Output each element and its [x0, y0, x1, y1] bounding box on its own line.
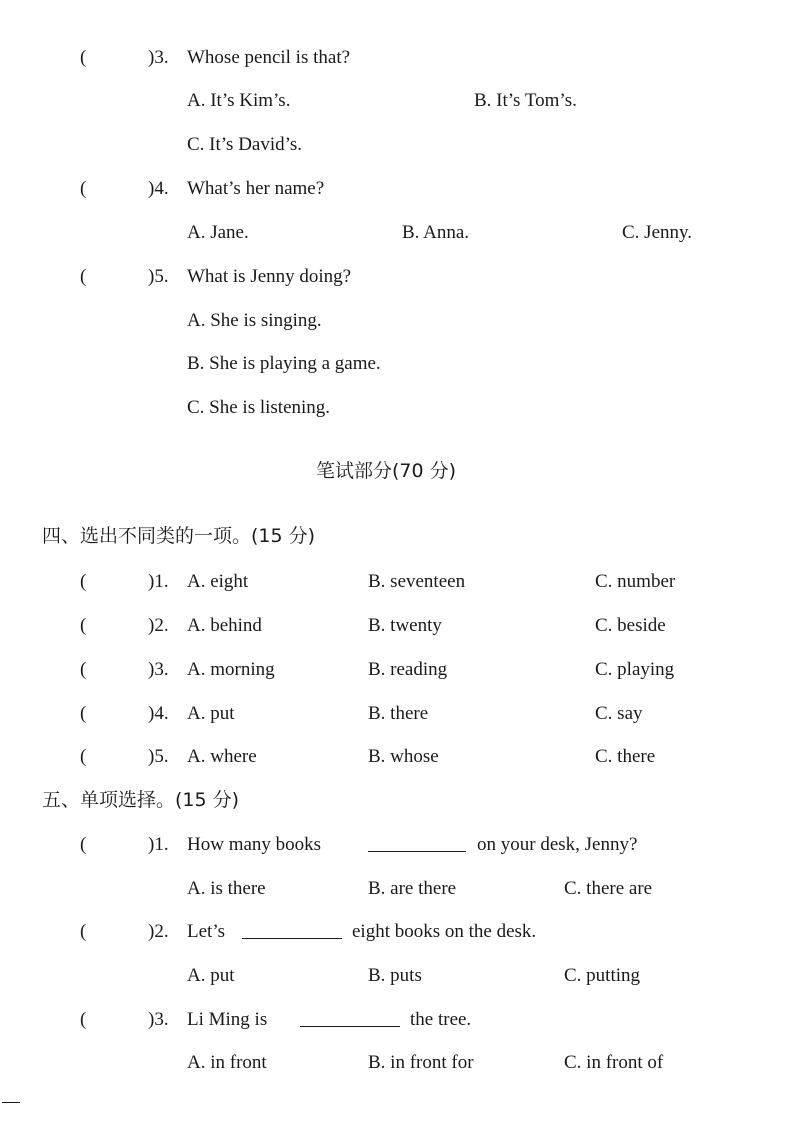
option-b[interactable]: B. are there — [368, 878, 457, 899]
question-number: )5. — [148, 746, 169, 767]
section-four-title: 四、选出不同类的一项。(15 分) — [42, 525, 316, 547]
question-number: )1. — [148, 571, 169, 592]
option-a[interactable]: A. She is singing. — [187, 310, 322, 331]
option-b[interactable]: B. reading — [368, 659, 448, 680]
answer-paren[interactable]: ( — [80, 921, 87, 942]
question-text: What is Jenny doing? — [187, 266, 352, 287]
option-c[interactable]: C. It’s David’s. — [187, 134, 303, 155]
option-a[interactable]: A. in front — [187, 1052, 267, 1073]
option-b[interactable]: B. She is playing a game. — [187, 353, 381, 374]
question-text-before: How many books — [187, 834, 322, 855]
option-c[interactable]: C. Jenny. — [622, 222, 693, 243]
question-number: )2. — [148, 615, 169, 636]
question-text-before: Let’s — [187, 921, 225, 942]
section-five-title: 五、单项选择。(15 分) — [42, 789, 240, 811]
question-text-after: the tree. — [410, 1009, 472, 1030]
option-a[interactable]: A. Jane. — [187, 222, 249, 243]
question-number: )4. — [148, 703, 169, 724]
question-number: )2. — [148, 921, 169, 942]
question-number: )4. — [148, 178, 169, 199]
option-c[interactable]: C. putting — [564, 965, 641, 986]
written-part-title: 笔试部分(70 分) — [316, 460, 457, 482]
option-b[interactable]: B. seventeen — [368, 571, 466, 592]
fill-in-blank[interactable] — [300, 1008, 400, 1034]
option-a[interactable]: A. morning — [187, 659, 275, 680]
answer-paren[interactable]: ( — [80, 746, 87, 767]
answer-paren[interactable]: ( — [80, 47, 87, 68]
fill-in-blank[interactable] — [242, 920, 342, 946]
question-number: )3. — [148, 47, 169, 68]
page-edge-mark — [2, 1102, 20, 1103]
option-a[interactable]: A. eight — [187, 571, 249, 592]
question-text-after: on your desk, Jenny? — [477, 834, 638, 855]
option-b[interactable]: B. in front for — [368, 1052, 474, 1073]
option-c[interactable]: C. beside — [595, 615, 666, 636]
question-text: Whose pencil is that? — [187, 47, 351, 68]
option-b[interactable]: B. Anna. — [402, 222, 470, 243]
option-b[interactable]: B. puts — [368, 965, 422, 986]
option-b[interactable]: B. It’s Tom’s. — [474, 90, 577, 111]
option-a[interactable]: A. where — [187, 746, 257, 767]
question-number: )3. — [148, 659, 169, 680]
answer-paren[interactable]: ( — [80, 615, 87, 636]
question-number: )3. — [148, 1009, 169, 1030]
option-c[interactable]: C. there — [595, 746, 656, 767]
option-a[interactable]: A. put — [187, 703, 235, 724]
answer-paren[interactable]: ( — [80, 266, 87, 287]
option-c[interactable]: C. playing — [595, 659, 675, 680]
option-c[interactable]: C. She is listening. — [187, 397, 331, 418]
option-b[interactable]: B. twenty — [368, 615, 442, 636]
question-number: )5. — [148, 266, 169, 287]
option-b[interactable]: B. there — [368, 703, 429, 724]
option-a[interactable]: A. put — [187, 965, 235, 986]
question-number: )1. — [148, 834, 169, 855]
option-c[interactable]: C. in front of — [564, 1052, 664, 1073]
option-b[interactable]: B. whose — [368, 746, 439, 767]
question-text-after: eight books on the desk. — [352, 921, 537, 942]
option-a[interactable]: A. It’s Kim’s. — [187, 90, 291, 111]
fill-in-blank[interactable] — [368, 833, 466, 859]
option-a[interactable]: A. is there — [187, 878, 266, 899]
answer-paren[interactable]: ( — [80, 1009, 87, 1030]
answer-paren[interactable]: ( — [80, 571, 87, 592]
answer-paren[interactable]: ( — [80, 703, 87, 724]
answer-paren[interactable]: ( — [80, 659, 87, 680]
option-c[interactable]: C. there are — [564, 878, 653, 899]
option-c[interactable]: C. number — [595, 571, 676, 592]
question-text: What’s her name? — [187, 178, 325, 199]
answer-paren[interactable]: ( — [80, 834, 87, 855]
question-text-before: Li Ming is — [187, 1009, 268, 1030]
answer-paren[interactable]: ( — [80, 178, 87, 199]
option-a[interactable]: A. behind — [187, 615, 262, 636]
option-c[interactable]: C. say — [595, 703, 643, 724]
